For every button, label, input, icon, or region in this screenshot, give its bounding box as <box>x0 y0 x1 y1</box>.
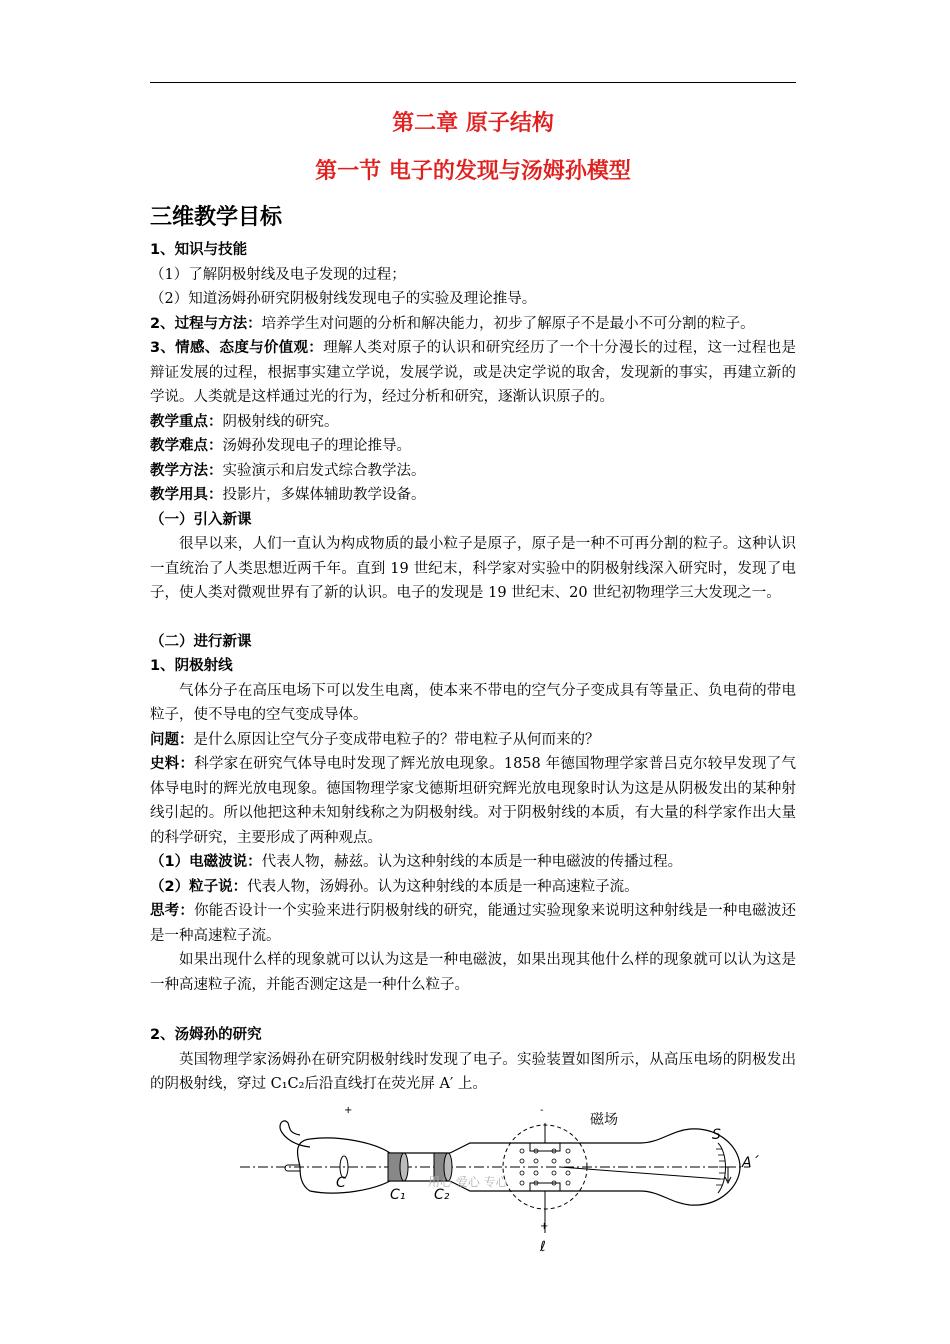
label-magnetic-field: 磁场 <box>590 1111 618 1128</box>
key-point-text: 阴极射线的研究。 <box>222 413 339 430</box>
view-2-text: 代表人物，汤姆孙。认为这种射线的本质是一种高速粒子流。 <box>247 878 639 895</box>
process-paragraph <box>150 312 796 337</box>
history-label: 史料： <box>150 756 195 772</box>
thomson-label: 2、汤姆孙的研究 <box>150 1027 262 1043</box>
cathode-ray-tube-figure <box>150 1103 796 1263</box>
tools-label: 教学用具： <box>150 487 223 503</box>
difficulty <box>150 434 796 459</box>
history-text: 科学家在研究气体导电时发现了辉光放电现象。1858 年德国物理学家普吕克尔较早发现了气体导电时的辉光放电现象。德国物理学家戈德斯坦研究辉光放电现象时认为这是从阴极发出的某种射线引起的。所以他把这种未知射线称之为阴极射线。对于阴极射线的本质，有大量的科学家作出大量的科学研究，主要形成了两种观点。 <box>150 756 796 846</box>
process-text: 培养学生对问题的分析和解决能力，初步了解原子不是最小不可分割的粒子。 <box>261 315 755 332</box>
screen <box>718 1143 726 1193</box>
think-label: 思考： <box>150 903 195 919</box>
question-text: 是什么原因让空气分子变成带电粒子的？带电粒子从何而来的？ <box>193 731 600 748</box>
label-l: ℓ <box>540 1238 546 1255</box>
label-screen-s: S <box>712 1126 721 1143</box>
think-follow: 如果出现什么样的现象就可以认为这是一种电磁波，如果出现其他什么样的现象就可以认为这是一种高速粒子流，并能否测定这是一种什么粒子。 <box>150 952 796 993</box>
label-cathode-c: C <box>336 1174 346 1191</box>
thomson-text: 英国物理学家汤姆孙在研究阴极射线时发现了电子。实验装置如图所示，从高压电场的阴极发出的阴极射线，穿过 C₁C₂后沿直线打在荧光屏 A′ 上。 <box>150 1051 796 1092</box>
difficulty-text: 汤姆孙发现电子的理论推导。 <box>222 438 411 454</box>
view-1-label: （1）电磁波说： <box>150 854 262 870</box>
view-2-label: （2）粒子说： <box>150 878 248 895</box>
spacer <box>150 606 796 630</box>
key-point-label: 教学重点： <box>150 413 223 430</box>
key-point <box>150 410 796 435</box>
view-1-text: 代表人物，赫兹。认为这种射线的本质是一种电磁波的传播过程。 <box>261 854 683 870</box>
history <box>150 752 796 850</box>
knowledge-label: 1、知识与技能 <box>150 242 248 258</box>
label-minus: - <box>540 1104 544 1116</box>
emotion-paragraph <box>150 336 796 410</box>
emotion-text: 理解人类对原子的认识和研究经历了一个十分漫长的过程，这一过程也是辩证发展的过程，根据事实建立学说，发展学说，或是决定学说的取舍，发现新的事实，再建立新的学说。人类就是这样通过光的行为，经过分析和研究，逐渐认识原子的。 <box>150 340 797 405</box>
process-label: 2、过程与方法： <box>150 315 262 332</box>
label-plus-left: + <box>344 1104 353 1116</box>
difficulty-label: 教学难点： <box>150 438 223 454</box>
deflected-beam <box>560 1167 720 1179</box>
question <box>150 728 796 753</box>
intro-text: 很早以来，人们一直认为构成物质的最小粒子是原子，原子是一种不可再分割的粒子。这种认识一直统治了人类思想近两千年。直到 19 世纪末，科学家对实验中的阴极射线深入研究时，发现了电子，使人类对微观世界有了新的认识。电子的发现是 19 世纪末、20 世纪初物理学三大发现之一。 <box>150 536 796 601</box>
header-rule <box>150 82 796 83</box>
knowledge-item-1: （1）了解阴极射线及电子发现的过程； <box>150 266 406 283</box>
label-c1: C₁ <box>390 1186 406 1203</box>
label-screen-a: A´ <box>742 1154 759 1171</box>
section-title: 第一节 电子的发现与汤姆孙模型 <box>315 159 631 184</box>
method-label: 教学方法： <box>150 462 223 479</box>
emotion-label: 3、情感、态度与价值观： <box>150 340 324 356</box>
question-label: 问题： <box>150 731 194 748</box>
cathode-label: 1、阴极射线 <box>150 658 233 674</box>
think-text: 你能否设计一个实验来进行阴极射线的研究，能通过实验现象来说明这种射线是一种电磁波还是一种高速粒子流。 <box>150 903 797 944</box>
tools <box>150 483 796 508</box>
new-lesson-label: （二）进行新课 <box>150 633 252 650</box>
cathode-text: 气体分子在高压电场下可以发生电离，使本来不带电的空气分子变成具有等量正、负电荷的带电粒子，使不导电的空气变成导体。 <box>150 682 796 723</box>
think <box>150 899 796 948</box>
watermark: 用心 爱心 专心 <box>428 1174 508 1189</box>
goals-heading: 三维教学目标 <box>150 205 283 230</box>
chapter-title: 第二章 原子结构 <box>392 111 554 136</box>
bulb-neck <box>280 1120 310 1146</box>
tools-text: 投影片，多媒体辅助教学设备。 <box>222 487 426 503</box>
spacer <box>150 997 796 1023</box>
label-c2: C₂ <box>434 1186 450 1203</box>
method <box>150 459 796 484</box>
cathode-stem <box>285 1165 300 1171</box>
collimator-c1-face <box>400 1153 408 1181</box>
view-2 <box>150 875 796 900</box>
knowledge-item-2: （2）知道汤姆孙研究阴极射线发现电子的实验及理论推导。 <box>150 291 537 307</box>
content <box>150 100 796 1263</box>
intro-label: （一）引入新课 <box>150 511 252 528</box>
view-1 <box>150 850 796 875</box>
method-text: 实验演示和启发式综合教学法。 <box>222 462 426 479</box>
label-plus-bottom: + <box>540 1220 549 1232</box>
